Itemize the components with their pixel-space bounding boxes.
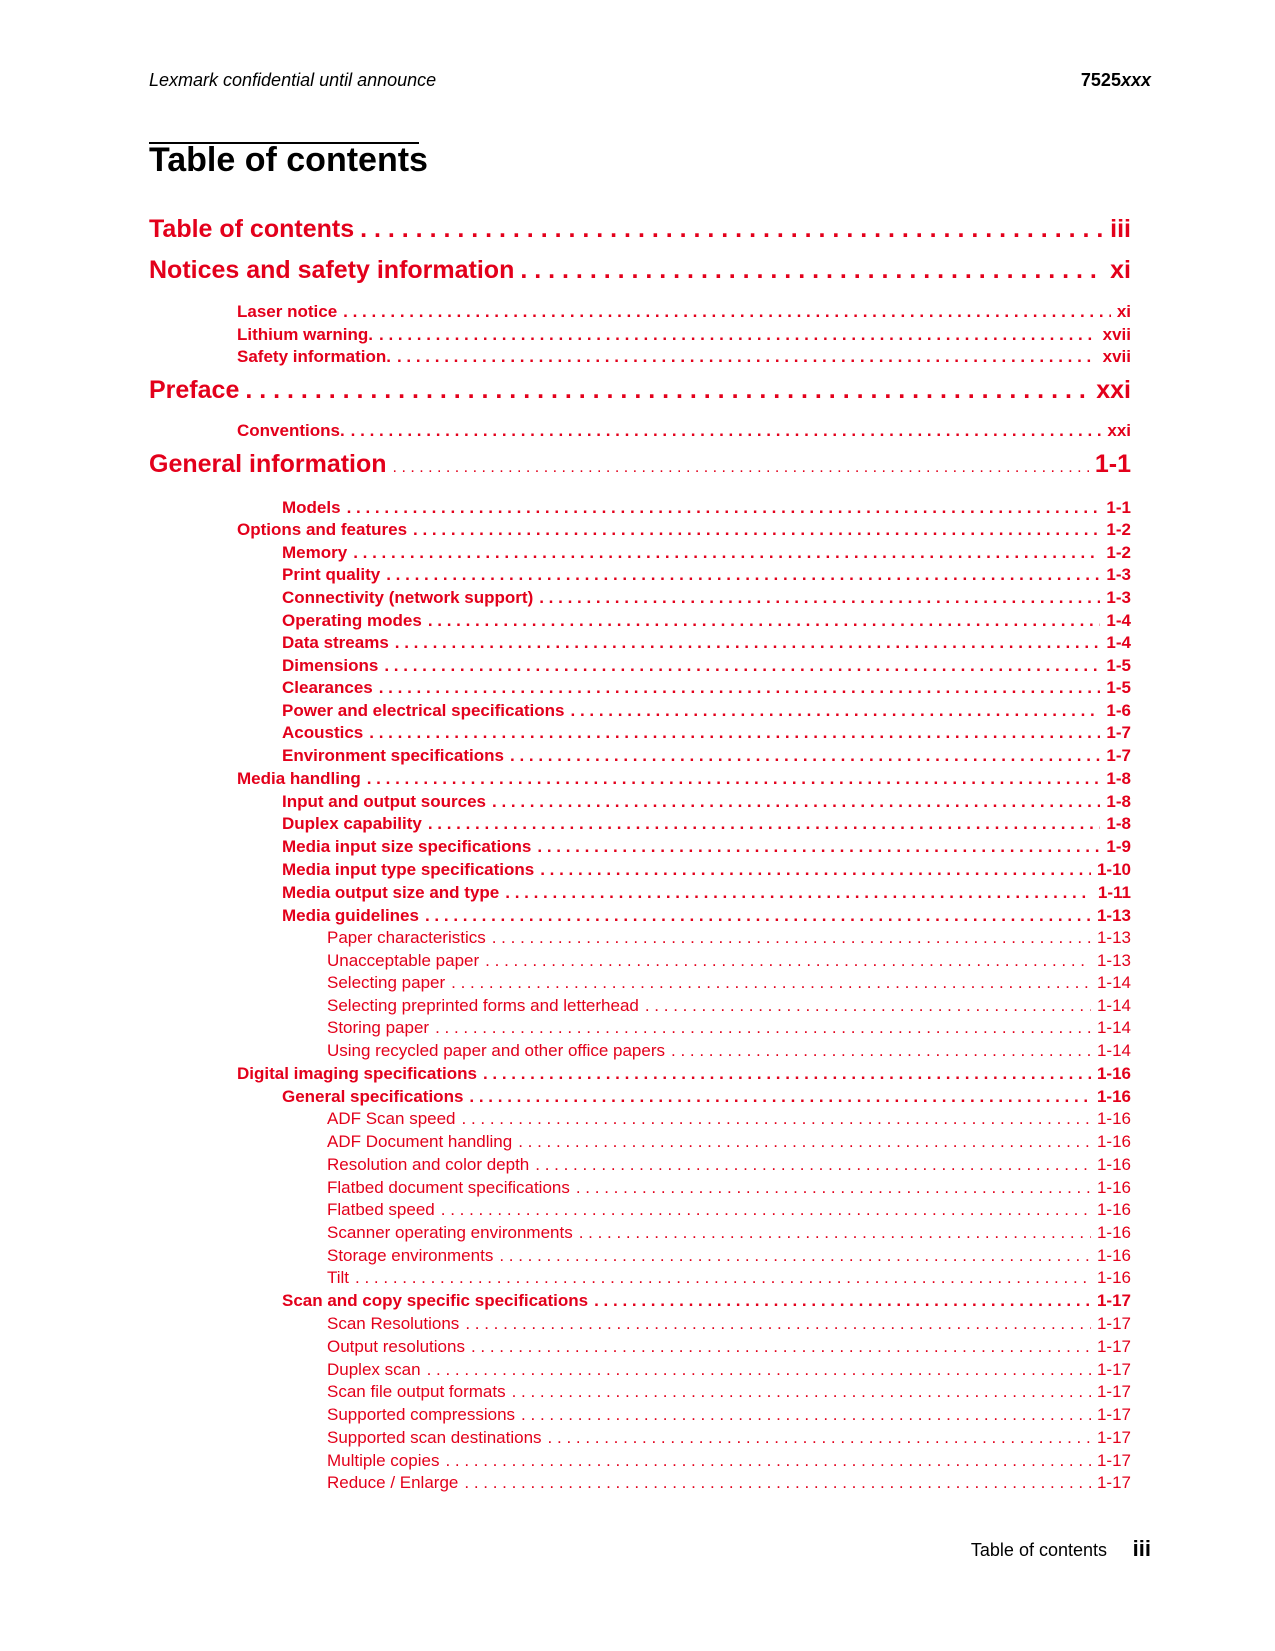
toc-entry[interactable]: [149, 215, 1131, 249]
dot-leader: [645, 996, 1091, 1016]
toc-entry-title: Storing paper: [327, 1018, 430, 1037]
toc-entry-title: Dimensions: [282, 656, 379, 675]
toc-entry[interactable]: [149, 376, 1131, 410]
toc-entry-page: 1-13: [1096, 906, 1131, 925]
toc-entry-page: 1-5: [1106, 678, 1131, 697]
toc-entry-page: 1-3: [1106, 588, 1131, 607]
toc-entry[interactable]: [327, 1246, 1131, 1268]
toc-entry-page: 1-17: [1096, 1382, 1131, 1401]
toc-entry-page: 1-7: [1106, 746, 1131, 765]
toc-entry-page: 1-1: [1094, 450, 1131, 478]
toc-entry-title: Acoustics: [282, 723, 364, 742]
toc-entry-title: Tilt: [327, 1268, 350, 1287]
dot-leader: [384, 656, 1100, 676]
toc-entry-page: 1-16: [1096, 1246, 1131, 1265]
toc-entry-title: Options and features: [237, 520, 408, 539]
toc-entry-title: Multiple copies: [327, 1451, 440, 1470]
toc-entry[interactable]: [282, 588, 1131, 610]
toc-entry-page: 1-13: [1096, 951, 1131, 970]
dot-leader: [537, 837, 1100, 857]
toc-entry-title: Data streams: [282, 633, 389, 652]
toc-entry-title: Power and electrical specifications: [282, 701, 565, 720]
toc-entry[interactable]: [327, 1109, 1131, 1131]
dot-leader: [347, 498, 1101, 518]
toc-entry-page: xvii: [1102, 347, 1131, 366]
toc-entry[interactable]: [327, 1473, 1131, 1495]
toc-entry[interactable]: [282, 543, 1131, 565]
toc-entry-page: 1-10: [1096, 860, 1131, 879]
toc-entry[interactable]: [282, 860, 1131, 882]
toc-entry-title: Reduce / Enlarge: [327, 1473, 459, 1492]
dot-leader: [539, 588, 1100, 608]
dot-leader: [427, 1360, 1091, 1380]
toc-entry-title: Selecting preprinted forms and letterhead: [327, 996, 639, 1015]
toc-entry-page: xi: [1110, 256, 1131, 284]
toc-entry-title: Flatbed speed: [327, 1200, 435, 1219]
toc-entry-page: 1-4: [1106, 633, 1131, 652]
toc-entry-title: Clearances: [282, 678, 373, 697]
toc-entry-page: xxi: [1107, 421, 1131, 440]
toc-entry-title: Supported compressions: [327, 1405, 516, 1424]
dot-leader: [505, 883, 1092, 903]
dot-leader: [462, 1109, 1091, 1129]
toc-entry-title: Media handling: [237, 769, 361, 788]
toc-entry-page: 1-17: [1096, 1360, 1131, 1379]
dot-leader: [469, 1087, 1091, 1107]
toc-entry-title: Models: [282, 498, 341, 517]
dot-leader: [353, 543, 1100, 563]
toc-entry-page: 1-16: [1096, 1178, 1131, 1197]
toc-entry-title: Media guidelines: [282, 906, 419, 925]
dot-leader: [428, 814, 1101, 834]
dot-leader: [576, 1178, 1091, 1198]
dot-leader: [485, 951, 1091, 971]
toc-entry[interactable]: [327, 1428, 1131, 1450]
toc-entry[interactable]: [282, 656, 1131, 678]
toc-entry-title: Laser notice: [237, 302, 338, 321]
toc-entry[interactable]: [327, 1178, 1131, 1200]
dot-leader: [435, 1018, 1091, 1038]
dot-leader: [471, 1337, 1091, 1357]
toc-entry[interactable]: [327, 928, 1131, 950]
model-suffix: xxx: [1120, 70, 1151, 90]
toc-entry-title: Scan file output formats: [327, 1382, 506, 1401]
toc-entry-title: Print quality: [282, 565, 381, 584]
toc-entry-page: xxi: [1096, 376, 1131, 404]
toc-entry-title: Media output size and type: [282, 883, 500, 902]
toc-entry-page: 1-8: [1106, 769, 1131, 788]
toc-entry[interactable]: [282, 837, 1131, 859]
toc-entry-title: ADF Scan speed: [327, 1109, 456, 1128]
toc-entry-page: xi: [1116, 302, 1131, 321]
toc-entry[interactable]: [327, 1018, 1131, 1040]
toc-entry-page: 1-16: [1096, 1087, 1131, 1106]
toc-entry-title: Notices and safety information: [149, 256, 515, 284]
dot-leader: [510, 746, 1100, 766]
toc-entry-page: 1-17: [1096, 1473, 1131, 1492]
dot-leader: [512, 1382, 1091, 1402]
toc-entry-title: Digital imaging specifications: [237, 1064, 477, 1083]
toc-entry[interactable]: [282, 723, 1131, 745]
toc-entry-page: 1-8: [1106, 814, 1131, 833]
dot-leader: [379, 678, 1101, 698]
dot-leader: [571, 701, 1101, 721]
toc-entry-title: Media input size specifications: [282, 837, 532, 856]
dot-leader: [425, 906, 1091, 926]
toc-entry-title: Resolution and color depth: [327, 1155, 530, 1174]
toc-entry-title: Lithium warning.: [237, 325, 373, 344]
toc-entry[interactable]: [237, 347, 1131, 369]
dot-leader: [499, 1246, 1091, 1266]
toc-entry[interactable]: [282, 678, 1131, 700]
toc-entry[interactable]: [327, 973, 1131, 995]
toc-entry[interactable]: [327, 1200, 1131, 1222]
dot-leader: [671, 1041, 1091, 1061]
toc-entry-page: 1-16: [1096, 1268, 1131, 1287]
dot-leader: [397, 347, 1097, 367]
toc-entry-title: Memory: [282, 543, 348, 562]
toc-entry-title: ADF Document handling: [327, 1132, 513, 1151]
toc-entry-title: Operating modes: [282, 611, 422, 630]
toc-entry-page: 1-16: [1096, 1132, 1131, 1151]
dot-leader: [351, 421, 1102, 441]
toc-entry-title: Duplex capability: [282, 814, 422, 833]
dot-leader: [343, 302, 1111, 322]
dot-leader: [492, 792, 1100, 812]
toc-entry[interactable]: [327, 1132, 1131, 1154]
toc-entry-title: General specifications: [282, 1087, 464, 1106]
toc-entry-page: 1-16: [1096, 1155, 1131, 1174]
dot-leader: [594, 1291, 1091, 1311]
toc-entry-page: 1-8: [1106, 792, 1131, 811]
toc-entry-title: Table of contents: [149, 215, 355, 243]
toc-entry-page: 1-17: [1096, 1337, 1131, 1356]
dot-leader: [355, 1268, 1091, 1288]
toc-entry[interactable]: [282, 792, 1131, 814]
toc-entry-title: Media input type specifications: [282, 860, 535, 879]
dot-leader: [445, 1451, 1091, 1471]
toc-entry-title: Using recycled paper and other office papers: [327, 1041, 665, 1060]
running-header-left: Lexmark confidential until announce: [149, 70, 437, 90]
dot-leader: [465, 1314, 1091, 1334]
toc-entry-page: 1-2: [1106, 543, 1131, 562]
dot-leader: [245, 376, 1090, 405]
dot-leader: [413, 520, 1100, 540]
toc-entry[interactable]: [237, 1064, 1131, 1086]
toc-entry-page: 1-17: [1096, 1428, 1131, 1447]
dot-leader: [379, 325, 1097, 345]
dot-leader: [367, 769, 1101, 789]
model-number: 7525: [1080, 70, 1121, 90]
toc-entry-page: 1-16: [1096, 1064, 1131, 1083]
toc-entry[interactable]: [237, 421, 1131, 443]
toc-entry-page: 1-17: [1096, 1291, 1131, 1310]
dot-leader: [520, 256, 1104, 285]
toc-entry[interactable]: [282, 498, 1131, 520]
dot-leader: [518, 1132, 1091, 1152]
toc-entry-title: Selecting paper: [327, 973, 446, 992]
dot-leader: [535, 1155, 1091, 1175]
toc-entry[interactable]: [282, 906, 1131, 928]
toc-entry-page: 1-17: [1096, 1405, 1131, 1424]
dot-leader: [451, 973, 1091, 993]
dot-leader: [441, 1200, 1091, 1220]
toc-entry-page: 1-9: [1106, 837, 1131, 856]
toc-entry[interactable]: [282, 633, 1131, 655]
toc-entry-page: 1-11: [1097, 883, 1131, 902]
toc-entry[interactable]: [282, 565, 1131, 587]
toc-entry[interactable]: [327, 1451, 1131, 1473]
running-header-right: [1081, 70, 1151, 91]
dot-leader: [386, 565, 1100, 585]
dot-leader: [540, 860, 1091, 880]
toc-entry-title: Unacceptable paper: [327, 951, 480, 970]
toc-entry-page: 1-16: [1096, 1109, 1131, 1128]
toc-entry-page: 1-14: [1096, 973, 1131, 992]
toc-entry[interactable]: [282, 814, 1131, 836]
toc-entry-page: 1-16: [1096, 1200, 1131, 1219]
toc-entry[interactable]: [149, 450, 1131, 484]
toc-entry-page: 1-7: [1106, 723, 1131, 742]
footer-label: Table of contents: [970, 1540, 1107, 1560]
dot-leader: [428, 611, 1101, 631]
toc-entry-page: 1-13: [1096, 928, 1131, 947]
toc-entry-page: 1-6: [1106, 701, 1131, 720]
dot-leader: [360, 215, 1104, 244]
toc-entry-title: Output resolutions: [327, 1337, 465, 1356]
toc-entry[interactable]: [327, 1360, 1131, 1382]
toc-entry-page: xvii: [1102, 325, 1131, 344]
toc-entry-page: 1-3: [1106, 565, 1131, 584]
toc-entry[interactable]: [282, 1291, 1131, 1313]
dot-leader: [369, 723, 1100, 743]
toc-entry[interactable]: [327, 996, 1131, 1018]
toc-entry-title: Conventions.: [237, 421, 345, 440]
toc-entry-title: Paper characteristics: [327, 928, 486, 947]
toc-entry-title: Safety information.: [237, 347, 391, 366]
toc-entry[interactable]: [327, 1041, 1131, 1063]
toc-entry-title: Input and output sources: [282, 792, 486, 811]
toc-entry[interactable]: [327, 1405, 1131, 1427]
toc-entry[interactable]: [327, 1382, 1131, 1404]
footer-page-number: iii: [1132, 1536, 1151, 1561]
toc-entry[interactable]: [327, 1337, 1131, 1359]
toc-entry-page: 1-16: [1096, 1223, 1131, 1242]
toc-entry-title: Flatbed document specifications: [327, 1178, 570, 1197]
toc-entry[interactable]: [327, 1223, 1131, 1245]
dot-leader: [483, 1064, 1091, 1084]
toc-entry-page: 1-14: [1096, 1018, 1131, 1037]
toc-entry[interactable]: [237, 520, 1131, 542]
toc-entry[interactable]: [237, 302, 1131, 324]
toc-entry[interactable]: [237, 769, 1131, 791]
toc-entry-page: 1-5: [1106, 656, 1131, 675]
toc-entry-title: Storage environments: [327, 1246, 494, 1265]
toc-entry-page: 1-14: [1096, 996, 1131, 1015]
dot-leader: [395, 633, 1101, 653]
page-title: Table of contents: [149, 141, 428, 179]
toc-entry-title: General information: [149, 450, 387, 478]
toc-entry[interactable]: [327, 951, 1131, 973]
toc-entry-page: iii: [1110, 215, 1131, 243]
toc-entry-title: Preface: [149, 376, 240, 404]
toc-entry[interactable]: [282, 611, 1131, 633]
toc-entry[interactable]: [282, 746, 1131, 768]
toc-entry[interactable]: [282, 1087, 1131, 1109]
toc-entry[interactable]: [149, 256, 1131, 290]
toc-entry-title: Connectivity (network support): [282, 588, 534, 607]
toc-entry-page: 1-4: [1106, 611, 1131, 630]
toc-entry-title: Scan Resolutions: [327, 1314, 460, 1333]
dot-leader: [492, 928, 1091, 948]
toc-entry-page: 1-17: [1096, 1451, 1131, 1470]
toc-entry-title: Supported scan destinations: [327, 1428, 542, 1447]
dot-leader: [579, 1223, 1091, 1243]
dot-leader: [521, 1405, 1091, 1425]
toc-entry[interactable]: [237, 325, 1131, 347]
toc-entry[interactable]: [282, 701, 1131, 723]
toc-entry-title: Environment specifications: [282, 746, 504, 765]
dot-leader: [464, 1473, 1091, 1493]
toc-entry-page: 1-14: [1096, 1041, 1131, 1060]
toc-entry-title: Scan and copy specific specifications: [282, 1291, 589, 1310]
toc-entry-title: Scanner operating environments: [327, 1223, 573, 1242]
toc-entry[interactable]: [327, 1314, 1131, 1336]
dot-leader: [393, 459, 1089, 477]
toc-entry-page: 1-2: [1106, 520, 1131, 539]
toc-entry[interactable]: [327, 1155, 1131, 1177]
toc-entry-title: Duplex scan: [327, 1360, 421, 1379]
toc-entry-page: 1-17: [1096, 1314, 1131, 1333]
dot-leader: [548, 1428, 1091, 1448]
toc-entry[interactable]: [282, 883, 1131, 905]
toc-entry[interactable]: [327, 1268, 1131, 1290]
toc-entry-page: 1-1: [1106, 498, 1131, 517]
